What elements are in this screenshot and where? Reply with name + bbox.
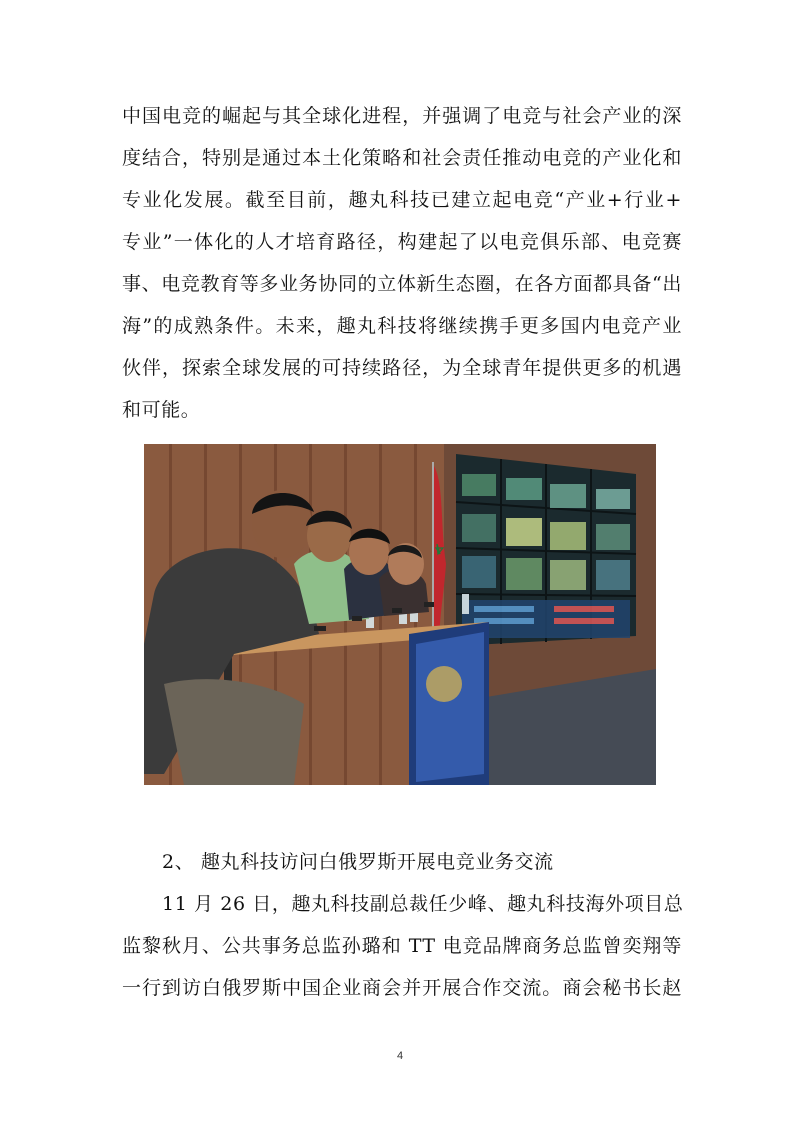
text-line: 专业化发展。截至目前，趣丸科技已建立起电竞“产业+行业+ [122,189,682,211]
text-line: 一行到访白俄罗斯中国企业商会并开展合作交流。商会秘书长赵 [122,977,682,999]
text-line: 事、电竞教育等多业务协同的立体新生态圈，在各方面都具备“出 [122,273,682,295]
text-line: 度结合，特别是通过本土化策略和社会责任推动电竞的产业化和 [122,147,682,169]
text-line: 海”的成熟条件。未来，趣丸科技将继续携手更多国内电竞产业 [122,315,682,337]
text-line: 和可能。 [122,399,201,421]
text-line: 伙伴，探索全球发展的可持续路径，为全球青年提供更多的机遇 [122,357,682,379]
esports-event-photo [144,444,656,785]
text-line: 专业”一体化的人才培育路径，构建起了以电竞俱乐部、电竞赛 [122,231,682,253]
text-line: 中国电竞的崛起与其全球化进程，并强调了电竞与社会产业的深 [122,105,682,127]
section-heading: 2、 趣丸科技访问白俄罗斯开展电竞业务交流 [162,851,554,873]
text-line: 监黎秋月、公共事务总监孙璐和 TT 电竞品牌商务总监曾奕翔等 [122,935,682,957]
text-line: 11 月 26 日，趣丸科技副总裁任少峰、趣丸科技海外项目总 [162,893,684,915]
page-number: 4 [396,1050,404,1062]
